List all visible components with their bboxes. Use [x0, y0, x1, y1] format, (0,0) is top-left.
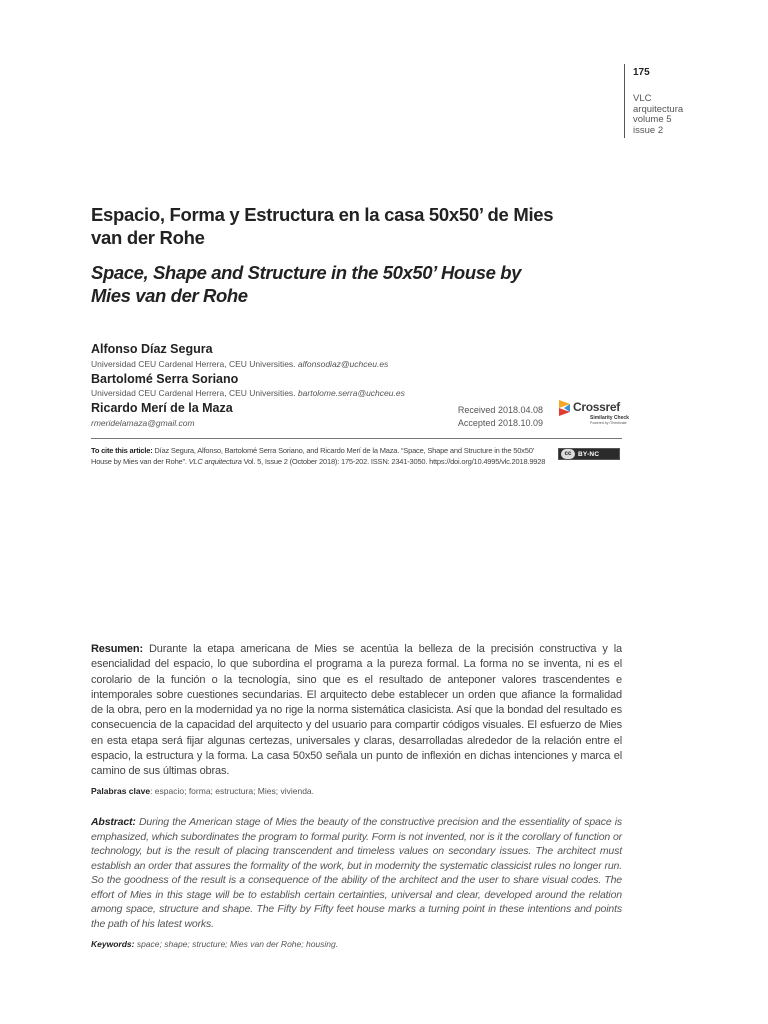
author-email[interactable]: alfonsodiaz@uchceu.es	[297, 359, 389, 369]
abstract-es-lead: Resumen:	[91, 643, 143, 655]
author-email[interactable]: rmeridelamaza@gmail.com	[91, 418, 195, 428]
abstract-es-text: Durante la etapa americana de Mies se acentúa la belleza de la precisión constructiva y la esencialidad del espacio, lo que subordina el programa a la pureza formal. La forma no se inventa, ni es el corolario de la función o la tecnología, sino que es el resultado de anteponer valores trascendentes e intemporales sobre cuestiones secundarias. El arquitecto debe establecer un orden que afiance la formalidad de la obra, pero en la modernidad ya no rige la norma sistemática clasicista. Así que la bondad del resultado es consecuencia de la capacidad del arquitecto y del usuario para compartir códigos visuales. El esfuerzo de Mies en esta etapa será fijar algunas certezas, universales y claras, desarrolladas alrededor de la relación entre el espacio, la estructura y la forma. La casa 50x50 señala un punto de inflexión en dichas intenciones y marca el camino de sus últimas obras.	[91, 643, 622, 778]
divider	[91, 438, 622, 439]
citation	[91, 446, 546, 467]
license-label: BY-NC	[578, 450, 600, 458]
received-date: Received 2018.04.08	[457, 405, 543, 415]
citation-text: Díaz Segura, Alfonso, Bartolomé Serra Soriano, and Ricardo Merí de la Maza. “Space, Shape and Structure in the 50x50’ House by Mies van der Rohe”.	[91, 446, 534, 466]
journal-line: arquitectura	[633, 103, 684, 115]
keywords-english	[91, 939, 622, 949]
citation-details[interactable]: Vol. 5, Issue 2 (October 2018): 175-202. ISSN: 2341-3050. https://doi.org/10.4995/vlc.2018.9928	[241, 456, 546, 466]
author-email[interactable]: bartolome.serra@uchceu.es	[297, 388, 405, 398]
crossref-logo[interactable]	[557, 396, 627, 426]
author-affiliation	[91, 388, 405, 398]
page-number: 175	[633, 67, 650, 78]
title-spanish: Espacio, Forma y Estructura en la casa 50x50’ de Mies van der Rohe	[91, 204, 554, 248]
keywords-spanish	[91, 786, 622, 796]
abstract-en-text: During the American stage of Mies the beauty of the constructive precision and the essentiality of space is emphasized, which subordinates the program to formal purity. Form is not invented, nor is it the corollary of function or technology, but is the result of placing transcendent and timeless values on secondary issues. The architect must establish an order that assures the formality of the work, but in modernity the systematic classicist rules no longer run. So the goodness of the result is a consequence of the ability of the architect and the user to share visual codes. The effort of Mies in this stage will be to establish certain certainties, universal and clear, developed around the relation among space, structure and shape. The Fifty by Fifty feet house marks a turning point in these intentions and points the path of his latest works.	[91, 816, 622, 930]
abstract-english	[91, 815, 622, 931]
keywords-es-text: : espacio; forma; estructura; Mies; vivienda.	[150, 786, 315, 796]
title-english: Space, Shape and Structure in the 50x50’ House by Mies van der Rohe	[91, 262, 522, 306]
abstract-en-lead: Abstract:	[91, 816, 136, 828]
crossref-subtitle: Similarity Check	[590, 415, 629, 421]
abstract-spanish	[91, 642, 622, 780]
license-badge[interactable]	[558, 448, 620, 460]
author-affiliation	[91, 418, 195, 428]
author-name: Bartolomé Serra Soriano	[91, 372, 239, 386]
citation-lead: To cite this article:	[91, 446, 153, 455]
affiliation-text: Universidad CEU Cardenal Herrera, CEU Universities.	[91, 359, 296, 369]
journal-volume: volume 5	[633, 114, 672, 125]
journal-line: VLC	[633, 93, 652, 104]
keywords-en-lead: Keywords:	[91, 939, 135, 949]
article-dates	[420, 404, 543, 430]
author-name: Alfonso Díaz Segura	[91, 342, 213, 356]
affiliation-text: Universidad CEU Cardenal Herrera, CEU Universities.	[91, 388, 296, 398]
keywords-en-text: space; shape; structure; Mies van der Rohe; housing.	[134, 939, 339, 949]
crossref-powered-by: Powered by iThenticate	[590, 421, 627, 425]
crossref-name: Crossref	[573, 400, 620, 414]
author-affiliation	[91, 359, 388, 369]
citation-journal: VLC arquitectura	[188, 456, 242, 466]
accepted-date: Accepted 2018.10.09	[457, 418, 543, 428]
journal-issue: issue 2	[633, 124, 664, 136]
creative-commons-icon: cc	[561, 449, 575, 459]
keywords-es-lead: Palabras clave	[91, 786, 151, 796]
journal-info	[624, 64, 704, 138]
author-name: Ricardo Merí de la Maza	[91, 401, 233, 415]
crossref-icon	[557, 398, 573, 420]
